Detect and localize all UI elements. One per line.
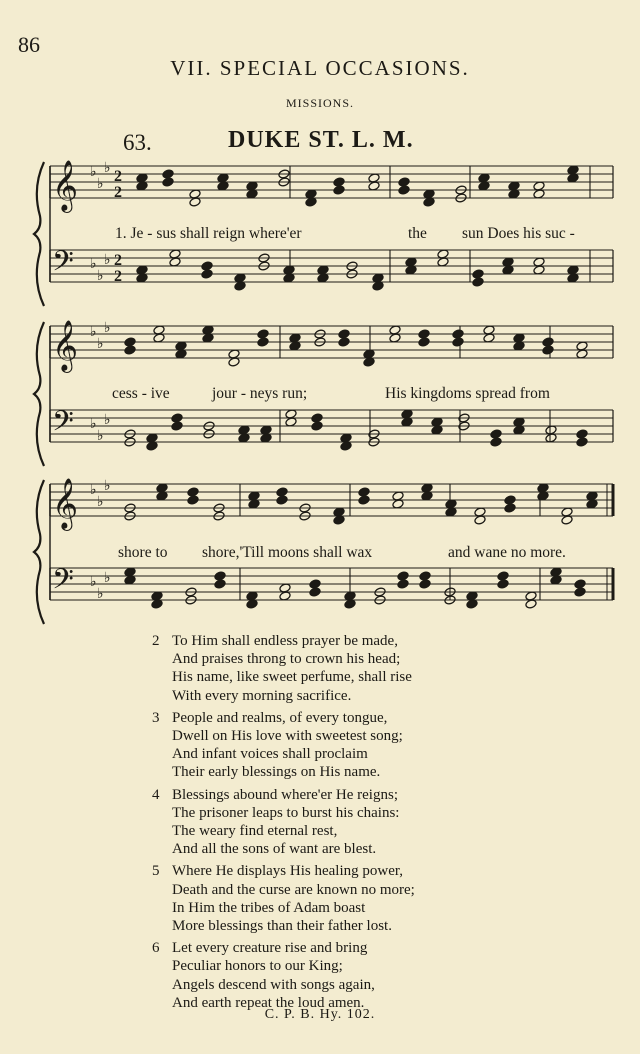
svg-text:𝄞: 𝄞 — [52, 320, 79, 371]
svg-text:♭: ♭ — [97, 337, 104, 352]
verse-line: More blessings than their father lost. — [172, 918, 392, 935]
verse — [152, 862, 572, 935]
svg-text:♭: ♭ — [97, 269, 104, 284]
lyric-segment: jour - neys run; — [212, 385, 308, 402]
svg-text:♭: ♭ — [104, 413, 111, 428]
svg-text:♭: ♭ — [104, 161, 111, 176]
lyric-segment: and wane no more. — [448, 544, 566, 561]
svg-text:♭: ♭ — [104, 321, 111, 336]
verse — [152, 709, 572, 782]
svg-text:𝄞: 𝄞 — [52, 478, 79, 529]
verse-line: The weary find eternal rest, — [172, 823, 338, 840]
lyric-segment: cess - ive — [112, 385, 170, 402]
page-number: 86 — [18, 32, 40, 57]
verse-line: Their early blessings on His name. — [172, 764, 381, 781]
music-system-1 — [30, 158, 615, 318]
svg-text:𝄞: 𝄞 — [52, 160, 79, 211]
verse-line: His name, like sweet perfume, shall rise — [172, 669, 412, 686]
svg-text:♭: ♭ — [90, 325, 97, 340]
section-title: VII. SPECIAL OCCASIONS. — [170, 56, 470, 80]
svg-text:♭: ♭ — [90, 575, 97, 590]
svg-text:𝄢: 𝄢 — [52, 405, 74, 445]
svg-text:♭: ♭ — [90, 417, 97, 432]
lyric-segment: shore to — [118, 544, 168, 561]
verse-line: The prisoner leaps to burst his chains: — [172, 804, 400, 821]
hymn-credit: C. P. B. Hy. 102. — [264, 1007, 376, 1022]
verse-line: Dwell on His love with sweetest song; — [172, 728, 403, 745]
tune-name: DUKE ST. L. M. — [228, 127, 414, 153]
verse-line: Where He displays His healing power, — [172, 863, 403, 880]
svg-text:♭: ♭ — [104, 253, 111, 268]
verse-line: With every morning sacrifice. — [172, 687, 352, 704]
svg-text:2: 2 — [114, 268, 122, 285]
lyric-segment: His kingdoms spread from — [385, 385, 550, 402]
svg-text:♭: ♭ — [90, 483, 97, 498]
lyric-segment: the — [408, 225, 427, 242]
verse — [152, 786, 572, 859]
svg-text:𝄢: 𝄢 — [52, 563, 74, 603]
verse-line: People and realms, of every tongue, — [172, 709, 388, 726]
verse-line: Blessings abound where'er He reigns; — [172, 786, 398, 803]
verse-line: Death and the curse are known no more; — [172, 881, 415, 898]
lyric-segment: 1. Je - sus shall reign where'er — [115, 225, 302, 242]
verse-number: 3 — [152, 709, 160, 726]
svg-text:♭: ♭ — [104, 479, 111, 494]
music-system-3 — [30, 476, 615, 634]
svg-text:♭: ♭ — [90, 165, 97, 180]
verse — [152, 632, 572, 705]
verse-line: To Him shall endless prayer be made, — [172, 633, 398, 649]
svg-text:♭: ♭ — [97, 429, 104, 444]
verses — [152, 632, 572, 1016]
verse-number: 2 — [152, 633, 160, 649]
svg-text:♭: ♭ — [97, 587, 104, 602]
svg-text:♭: ♭ — [97, 495, 104, 510]
verse-line: And praises throng to crown his head; — [172, 651, 401, 668]
verse-line: Let every creature rise and bring — [172, 940, 368, 957]
lyric-segment: shore,'Till moons shall wax — [202, 544, 373, 561]
svg-text:♭: ♭ — [104, 571, 111, 586]
verse-line: And all the sons of want are blest. — [172, 841, 377, 858]
verse — [152, 939, 572, 1012]
verse-number: 4 — [152, 786, 160, 803]
verse-number: 6 — [152, 940, 160, 957]
verse-line: Angels descend with songs again, — [172, 976, 375, 993]
hymn-number: 63. — [123, 130, 152, 155]
verse-line: Peculiar honors to our King; — [172, 958, 343, 975]
svg-text:2: 2 — [114, 252, 122, 269]
verse-line: And earth repeat the loud amen. — [172, 994, 365, 1011]
subsection-title: MISSIONS. — [285, 96, 354, 110]
svg-text:♭: ♭ — [97, 177, 104, 192]
verse-line: And infant voices shall proclaim — [172, 746, 368, 763]
verse-number: 5 — [152, 863, 160, 880]
lyric-segment: sun Does his suc - — [462, 225, 575, 242]
svg-text:𝄢: 𝄢 — [52, 245, 74, 285]
svg-text:2: 2 — [114, 184, 122, 201]
verse-line: In Him the tribes of Adam boast — [172, 899, 366, 916]
music-system-2 — [30, 318, 615, 478]
svg-text:2: 2 — [114, 168, 122, 185]
svg-text:♭: ♭ — [90, 257, 97, 272]
